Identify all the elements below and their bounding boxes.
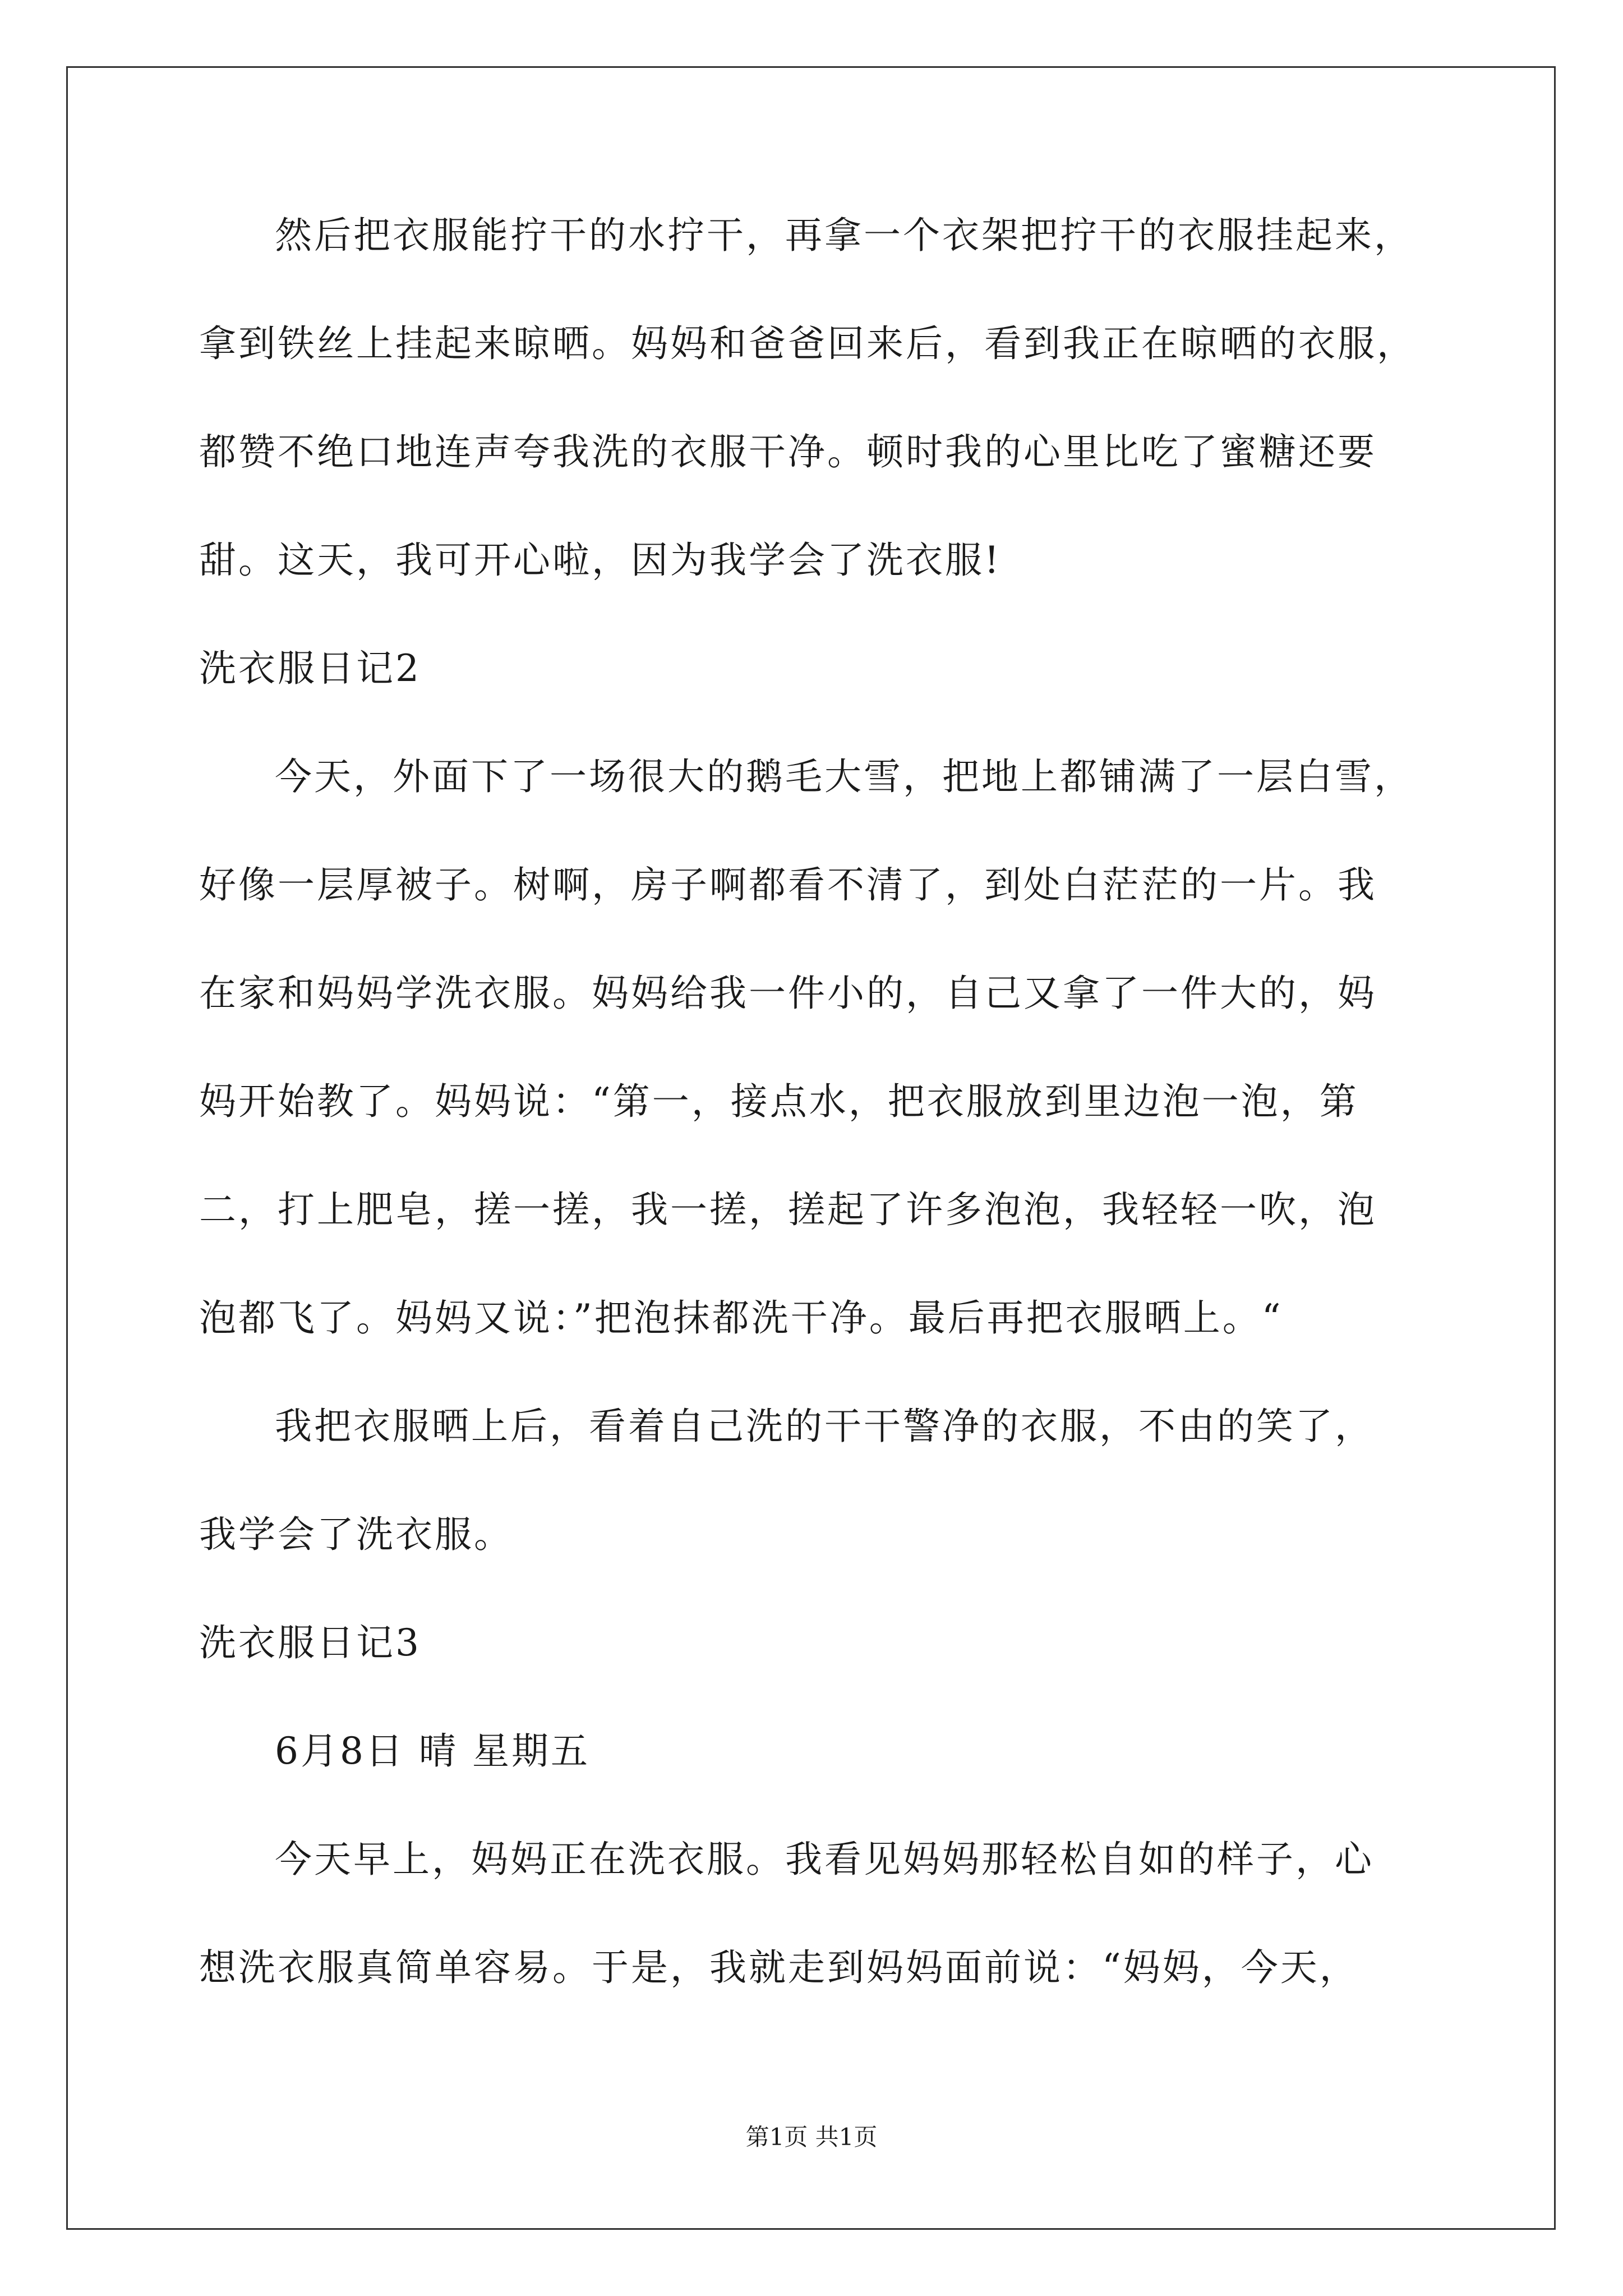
paragraph-line: 都赞不绝口地连声夸我洗的衣服干净。顿时我的心里比吃了蜜糖还要: [199, 430, 1377, 473]
date-line: 6月8日 晴 星期五: [275, 1729, 590, 1773]
page-footer: 第1页 共1页: [745, 2123, 878, 2151]
paragraph-line: 泡都飞了。妈妈又说：”把泡抹都洗干净。最后再把衣服晒上。“: [199, 1296, 1283, 1340]
paragraph-line: 二，打上肥皂，搓一搓，我一搓，搓起了许多泡泡，我轻轻一吹，泡: [199, 1188, 1377, 1231]
paragraph-line: 然后把衣服能拧干的水拧干，再拿一个衣架把拧干的衣服挂起来，: [275, 214, 1413, 257]
paragraph-line: 今天早上，妈妈正在洗衣服。我看见妈妈那轻松自如的样子，心: [275, 1838, 1374, 1881]
paragraph-line: 我学会了洗衣服。: [199, 1513, 513, 1556]
paragraph-line: 甜。这天，我可开心啦，因为我学会了洗衣服!: [199, 539, 1002, 582]
paragraph-line: 妈开始教了。妈妈说：“第一，接点水，把衣服放到里边泡一泡，第: [199, 1080, 1359, 1123]
paragraph-line: 拿到铁丝上挂起来晾晒。妈妈和爸爸回来后，看到我正在晾晒的衣服，: [199, 322, 1416, 365]
page-border: [66, 66, 1556, 2230]
section-heading: 洗衣服日记2: [199, 647, 421, 690]
paragraph-line: 今天，外面下了一场很大的鹅毛大雪，把地上都铺满了一层白雪，: [275, 755, 1413, 798]
paragraph-line: 想洗衣服真简单容易。于是，我就走到妈妈面前说：“妈妈，今天，: [199, 1946, 1359, 1989]
paragraph-line: 在家和妈妈学洗衣服。妈妈给我一件小的，自己又拿了一件大的，妈: [199, 972, 1377, 1015]
paragraph-line: 好像一层厚被子。树啊，房子啊都看不清了，到处白茫茫的一片。我: [199, 863, 1377, 907]
section-heading: 洗衣服日记3: [199, 1621, 421, 1664]
paragraph-line: 我把衣服晒上后，看着自己洗的干干警净的衣服，不由的笑了，: [275, 1405, 1374, 1448]
